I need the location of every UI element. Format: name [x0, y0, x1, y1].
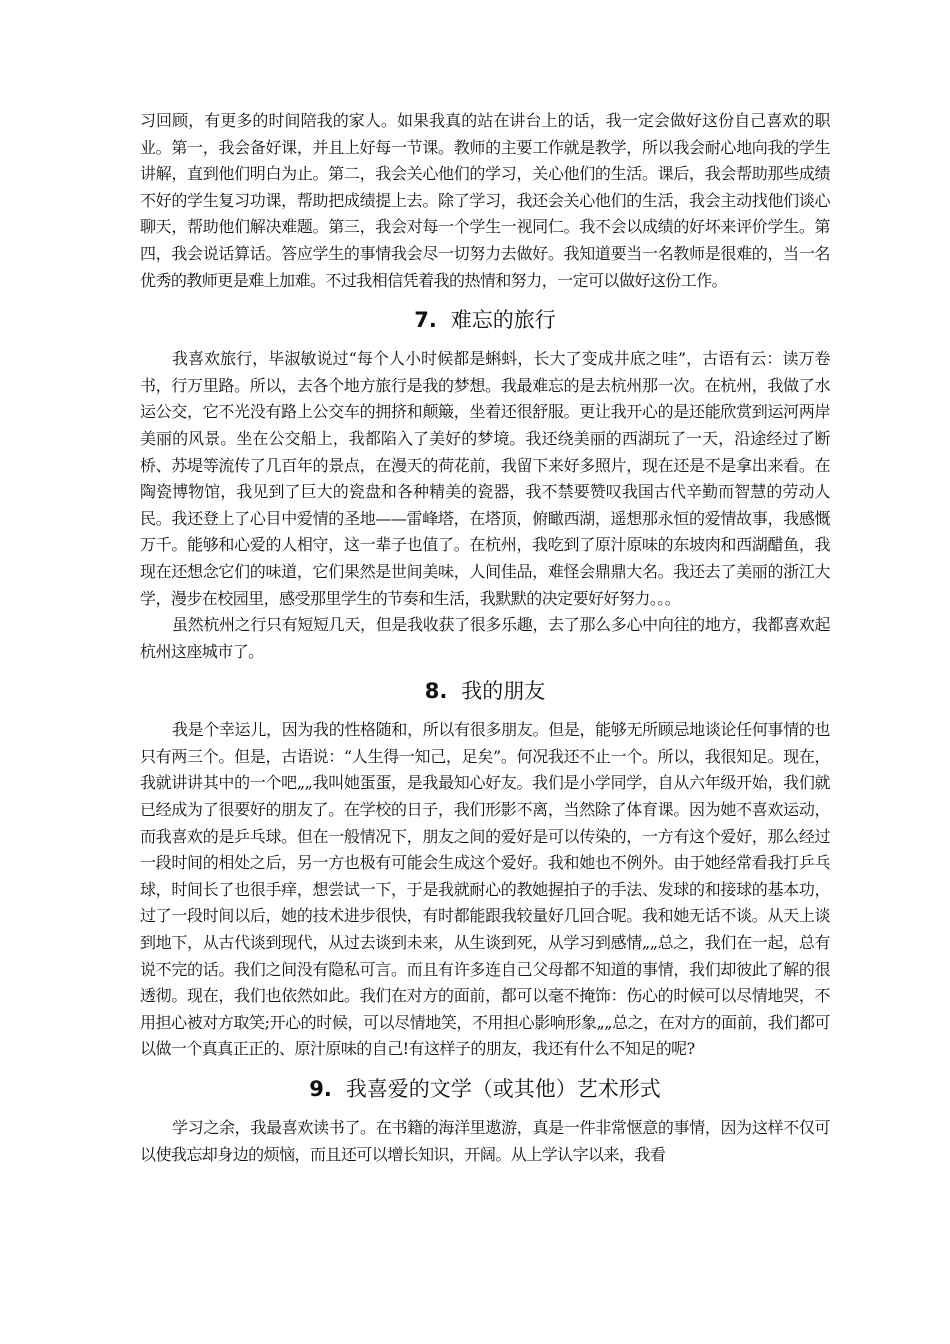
section-title: 难忘的旅行	[450, 308, 556, 333]
section-heading-friend	[140, 665, 830, 717]
section-number: 8.	[424, 679, 448, 704]
section-title: 我喜爱的文学（或其他）艺术形式	[345, 1077, 661, 1101]
section-heading-travel	[140, 294, 830, 346]
art-paragraph-1: 学习之余，我最喜欢读书了。在书籍的海洋里遨游，真是一件非常惬意的事情，因为这样不仅可以使我忘却身边的烦恼，而且还可以增长知识，开阔。从上学认字以来，我看	[140, 1118, 830, 1164]
section-title: 我的朋友	[461, 679, 546, 704]
travel-paragraph-2: 虽然杭州之行只有短短几天，但是我收获了很多乐趣，去了那么多心中向往的地方，我都喜欢起杭州这座城市了。	[140, 615, 830, 661]
section-heading-art	[140, 1063, 830, 1115]
travel-paragraph-1: 我喜欢旅行，毕淑敏说过“每个人小时候都是蝌蚪，长大了变成井底之哇”，古语有云：读万卷书，行万里路。所以，去各个地方旅行是我的梦想。我最难忘的是去杭州那一次。在杭州，我做了水运公交，它不光没有路上公交车的拥挤和颠簸，坐着还很舒服。更让我开心的是还能欣赏到运河两岸美丽的风景。坐在公交船上，我都陷入了美好的梦境。我还绕美丽的西湖玩了一天，沿途经过了断桥、苏堤等流传了几百年的景点，在漫天的荷花前，我留下来好多照片，现在还是不是拿出来看。在陶瓷博物馆，我见到了巨大的瓷盘和各种精美的瓷器，我不禁要赞叹我国古代辛勤而智慧的劳动人民。我还登上了心目中爱情的圣地——雷峰塔，在塔顶，俯瞰西湖，遥想那永恒的爱情故事，我感慨万千。能够和心爱的人相守，这一辈子也值了。在杭州，我吃到了原汁原味的东坡肉和西湖醋鱼，我现在还想念它们的味道，它们果然是世间美味，人间佳品，难怪会鼎鼎大名。我还去了美丽的浙江大学，漫步在校园里，感受那里学生的节奏和生活，我默默的决定要好好努力。。。	[140, 349, 830, 608]
section-number: 7.	[414, 308, 437, 333]
friend-paragraph-1: 我是个幸运儿，因为我的性格随和，所以有很多朋友。但是，能够无所顾忌地谈论任何事情的也只有两三个。但是，古语说：“人生得一知己，足矣”。何况我还不止一个。所以，我很知足。现在，我就讲讲其中的一个吧„„我叫她蛋蛋，是我最知心好友。我们是小学同学，自从六年级开始，我们就已经成为了很要好的朋友了。在学校的日子，我们形影不离，当然除了体育课。因为她不喜欢运动，而我喜欢的是乒乓球。但在一般情况下，朋友之间的爱好是可以传染的，一方有这个爱好，那么经过一段时间的相处之后，另一方也极有可能会生成这个爱好。我和她也不例外。由于她经常看我打乒乓球，时间长了也很手痒，想尝试一下，于是我就耐心的教她握拍子的手法、发球的和接球的基本功，过了一段时间以后，她的技术进步很快，有时都能跟我较量好几回合呢。我和她无话不谈。从天上谈到地下，从古代谈到现代，从过去谈到未来，从生谈到死，从学习到感情„„总之，我们在一起，总有说不完的话。我们之间没有隐私可言。而且有许多连自己父母都不知道的事情，我们却彼此了解的很透彻。现在，我们也依然如此。我们在对方的面前，都可以毫不掩饰：伤心的时候可以尽情地哭，不用担心被对方取笑;开心的时候，可以尽情地笑，不用担心影响形象„„总之，在对方的面前，我们都可以做一个真真正正的、原汁原味的自己!有这样子的朋友，我还有什么不知足的呢?	[140, 720, 830, 1059]
document-page	[140, 108, 830, 1168]
intro-paragraph: 习回顾，有更多的时间陪我的家人。如果我真的站在讲台上的话，我一定会做好这份自己喜欢的职业。第一，我会备好课，并且上好每一节课。教师的主要工作就是教学，所以我会耐心地向我的学生讲解，直到他们明白为止。第二，我会关心他们的学习，关心他们的生活。课后，我会帮助那些成绩不好的学生复习功课，帮助把成绩提上去。除了学习，我还会关心他们的生活，我会主动找他们谈心聊天，帮助他们解决难题。第三，我会对每一个学生一视同仁。我不会以成绩的好坏来评价学生。第四，我会说话算话。答应学生的事情我会尽一切努力去做好。我知道要当一名教师是很难的，当一名优秀的教师更是难上加难。不过我相信凭着我的热情和努力，一定可以做好这份工作。	[140, 111, 830, 290]
section-number: 9.	[309, 1077, 332, 1101]
